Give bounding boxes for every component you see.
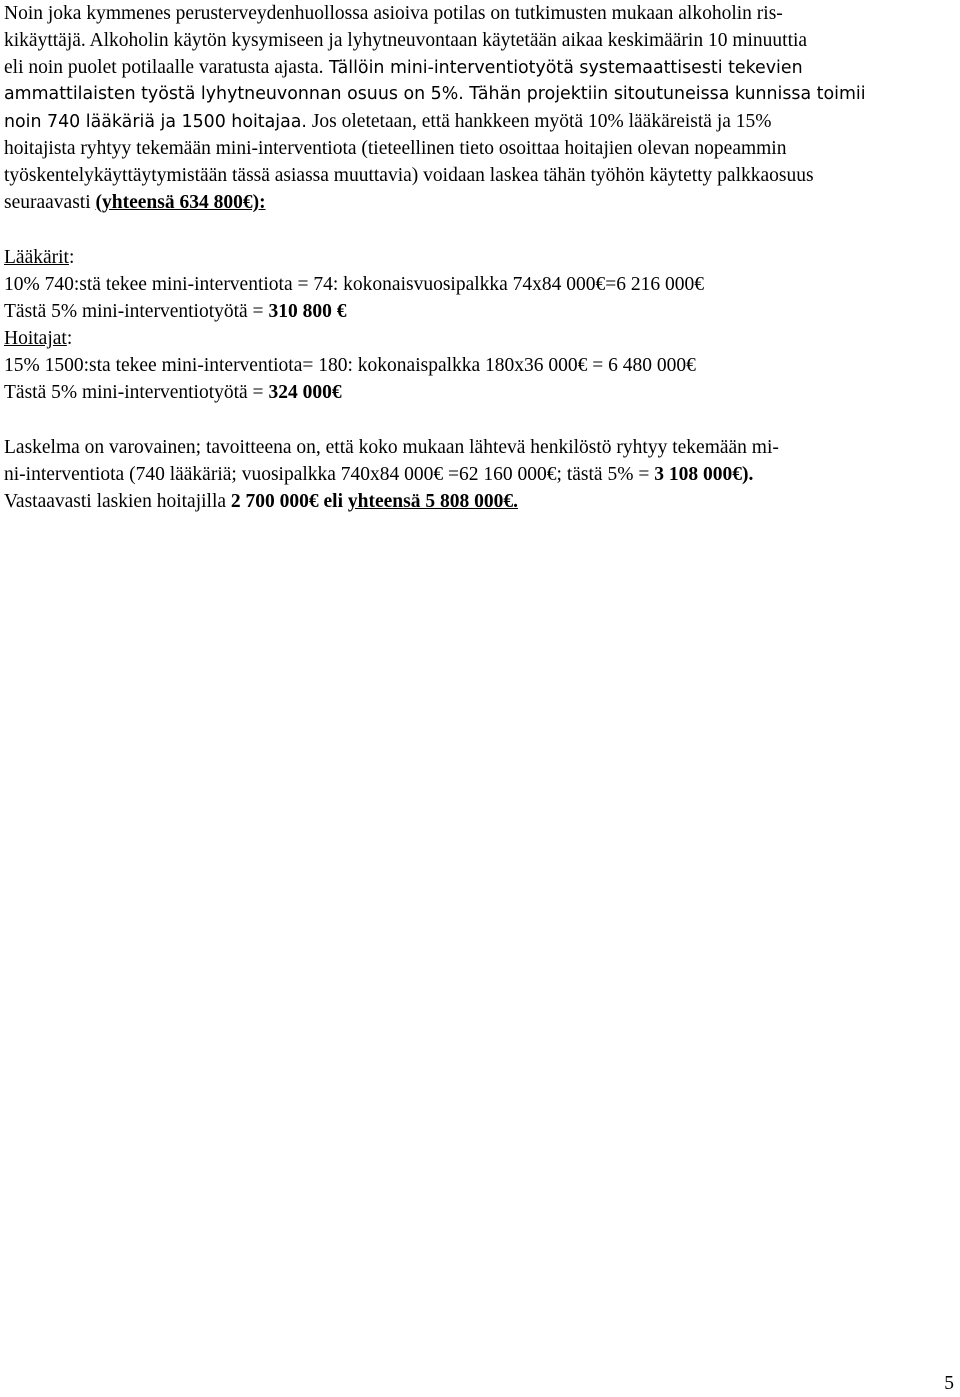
doctors-amount: 310 800 € bbox=[268, 301, 347, 322]
text-line: noin 740 lääkäriä ja 1500 hoitajaa. Jos oletetaan, että hankkeen myötä 10% lääkäreistä ja 15% bbox=[4, 111, 772, 132]
paragraph-gap bbox=[4, 406, 952, 434]
text-line: kikäyttäjä. Alkoholin käytön kysymiseen ja lyhytneuvontaan käytetään aikaa keskimäärin 10 minuuttia bbox=[4, 30, 808, 51]
text-line: työskentelykäyttäytymistään tässä asiassa muuttavia) voidaan laskea tähän työhön käytetty palkkaosuus bbox=[4, 165, 814, 186]
text-line: ammattilaisten työstä lyhytneuvonnan osuus on 5%. Tähän projektiin sitoutuneissa kunnissa toimii bbox=[4, 84, 866, 104]
text-line: seuraavasti (yhteensä 634 800€): bbox=[4, 192, 266, 213]
text-line: 10% 740:stä tekee mini-interventiota = 74: kokonaisvuosipalkka 74x84 000€=6 216 000€ bbox=[4, 274, 705, 295]
total-amount: (yhteensä 634 800€): bbox=[95, 192, 266, 213]
text-line: Laskelma on varovainen; tavoitteena on, että koko mukaan lähtevä henkilöstö ryhtyy tekemään mi- bbox=[4, 437, 779, 458]
nurses-amount: 324 000€ bbox=[268, 382, 342, 403]
text-line: Tästä 5% mini-interventiotyötä = 310 800 € bbox=[4, 301, 347, 322]
nurses-full-amount: 2 700 000€ eli bbox=[230, 491, 348, 512]
intro-paragraph bbox=[4, 0, 952, 216]
document-page bbox=[4, 0, 952, 515]
conclusion-paragraph bbox=[4, 434, 952, 515]
doctors-section bbox=[4, 244, 952, 325]
text-line: ni-interventiota (740 lääkäriä; vuosipalkka 740x84 000€ =62 160 000€; tästä 5% = 3 108 000€). bbox=[4, 464, 754, 485]
text-line: Noin joka kymmenes perusterveydenhuollossa asioiva potilas on tutkimusten mukaan alkoholin ris- bbox=[4, 3, 783, 24]
text-line: Vastaavasti laskien hoitajilla 2 700 000€ eli yhteensä 5 808 000€. bbox=[4, 491, 518, 512]
section-heading-nurses: Hoitajat: bbox=[4, 328, 73, 349]
doctors-full-amount: 3 108 000€). bbox=[654, 464, 754, 485]
paragraph-gap bbox=[4, 216, 952, 244]
nurses-section bbox=[4, 325, 952, 406]
text-line: Tästä 5% mini-interventiotyötä = 324 000€ bbox=[4, 382, 342, 403]
section-heading-doctors: Lääkärit: bbox=[4, 247, 75, 268]
text-line: eli noin puolet potilaalle varatusta ajasta. Tällöin mini-interventiotyötä systemaattisesti tekevien bbox=[4, 57, 803, 78]
text-line: 15% 1500:sta tekee mini-interventiota= 180: kokonaispalkka 180x36 000€ = 6 480 000€ bbox=[4, 355, 696, 376]
grand-total: yhteensä 5 808 000€. bbox=[347, 491, 518, 512]
text-line: hoitajista ryhtyy tekemään mini-interventiota (tieteellinen tieto osoittaa hoitajien olevan nopeammin bbox=[4, 138, 787, 159]
page-number: 5 bbox=[944, 1373, 954, 1394]
